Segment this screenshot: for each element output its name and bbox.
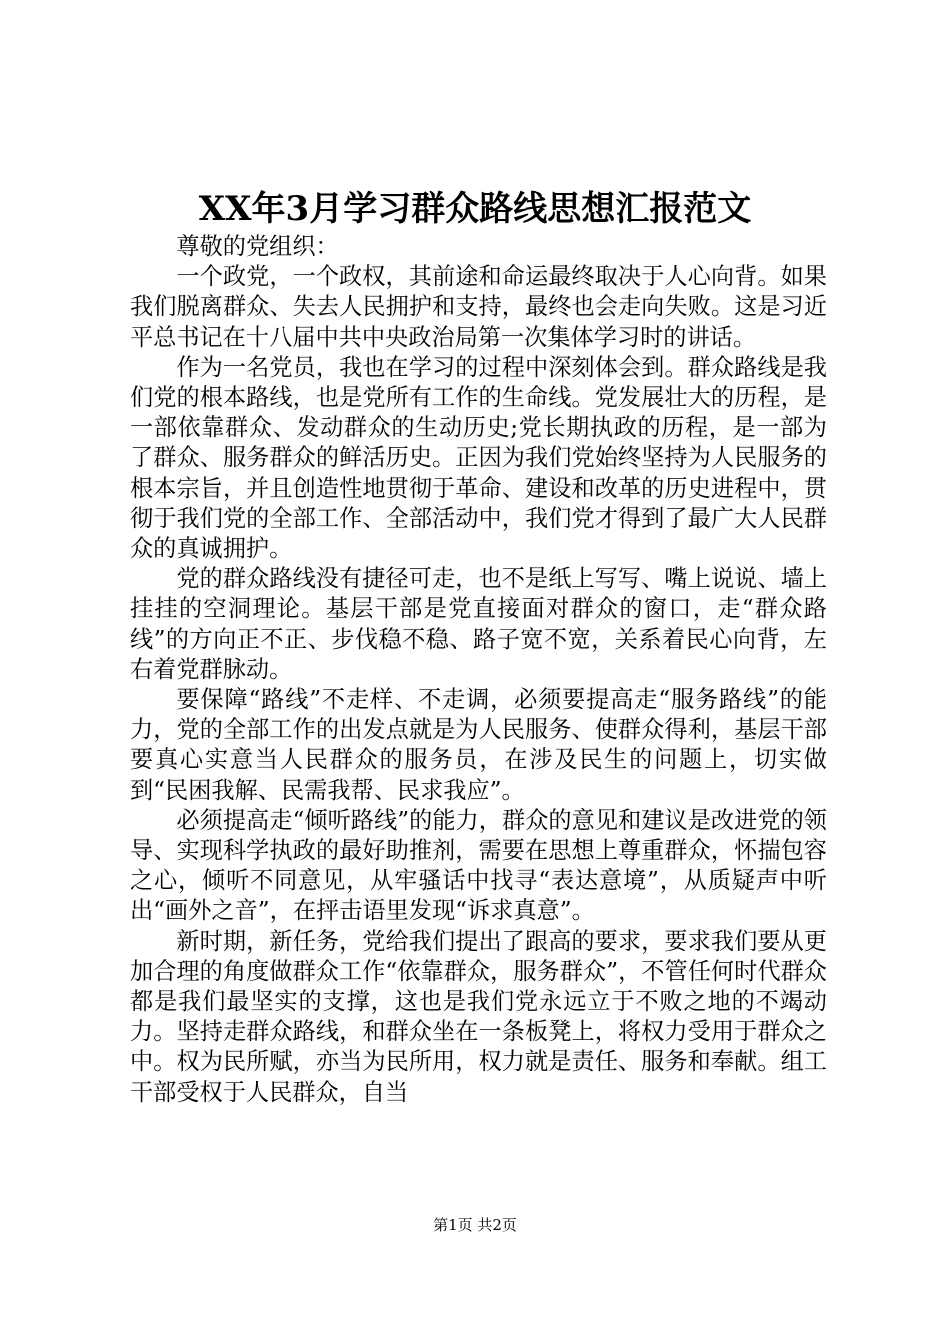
paragraph: 党的群众路线没有捷径可走，也不是纸上写写、嘴上说说、墙上挂挂的空洞理论。基层干部是党直接面对群众的窗口，走“群众路线”的方向正不正、步伐稳不稳、路子宽不宽，关系着民心向背，左右着党群脉动。 bbox=[130, 565, 827, 683]
salutation: 尊敬的党组织： bbox=[176, 233, 339, 260]
page-number-footer: 第1页 共2页 bbox=[433, 1216, 517, 1234]
document-title: XX年3月学习群众路线思想汇报范文 bbox=[198, 189, 752, 229]
paragraph: 要保障“路线”不走样、不走调，必须要提高走“服务路线”的能力，党的全部工作的出发点就是为人民服务、使群众得利，基层干部要真心实意当人民群众的服务员，在涉及民生的问题上，切实做到“民困我解、民需我帮、民求我应”。 bbox=[130, 686, 827, 804]
paragraph: 作为一名党员，我也在学习的过程中深刻体会到。群众路线是我们党的根本路线，也是党所有工作的生命线。党发展壮大的历程，是一部依靠群众、发动群众的生动历史;党长期执政的历程，是一部为了群众、服务群众的鲜活历史。正因为我们党始终坚持为人民服务的根本宗旨，并且创造性地贯彻于革命、建设和改革的历史进程中，贯彻于我们党的全部工作、全部活动中，我们党才得到了最广大人民群众的真诚拥护。 bbox=[130, 353, 827, 563]
paragraph: 一个政党，一个政权，其前途和命运最终取决于人心向背。如果我们脱离群众、失去人民拥护和支持，最终也会走向失败。这是习近平总书记在十八届中共中央政治局第一次集体学习时的讲话。 bbox=[130, 263, 827, 351]
paragraph: 必须提高走“倾听路线”的能力，群众的意见和建议是改进党的领导、实现科学执政的最好助推剂，需要在思想上尊重群众，怀揣包容之心，倾听不同意见，从牢骚话中找寻“表达意境”，从质疑声中听出“画外之音”，在抨击语里发现“诉求真意”。 bbox=[130, 806, 827, 925]
paragraph: 新时期，新任务，党给我们提出了跟高的要求，要求我们要从更加合理的角度做群众工作“依靠群众，服务群众”，不管任何时代群众都是我们最坚实的支撑，这也是我们党永远立于不败之地的不竭动力。坚持走群众路线，和群众坐在一条板凳上，将权力受用于群众之中。权为民所赋，亦当为民所用，权力就是责任、服务和奉献。组工干部受权于人民群众，自当 bbox=[130, 927, 827, 1106]
document-body bbox=[130, 232, 827, 1108]
